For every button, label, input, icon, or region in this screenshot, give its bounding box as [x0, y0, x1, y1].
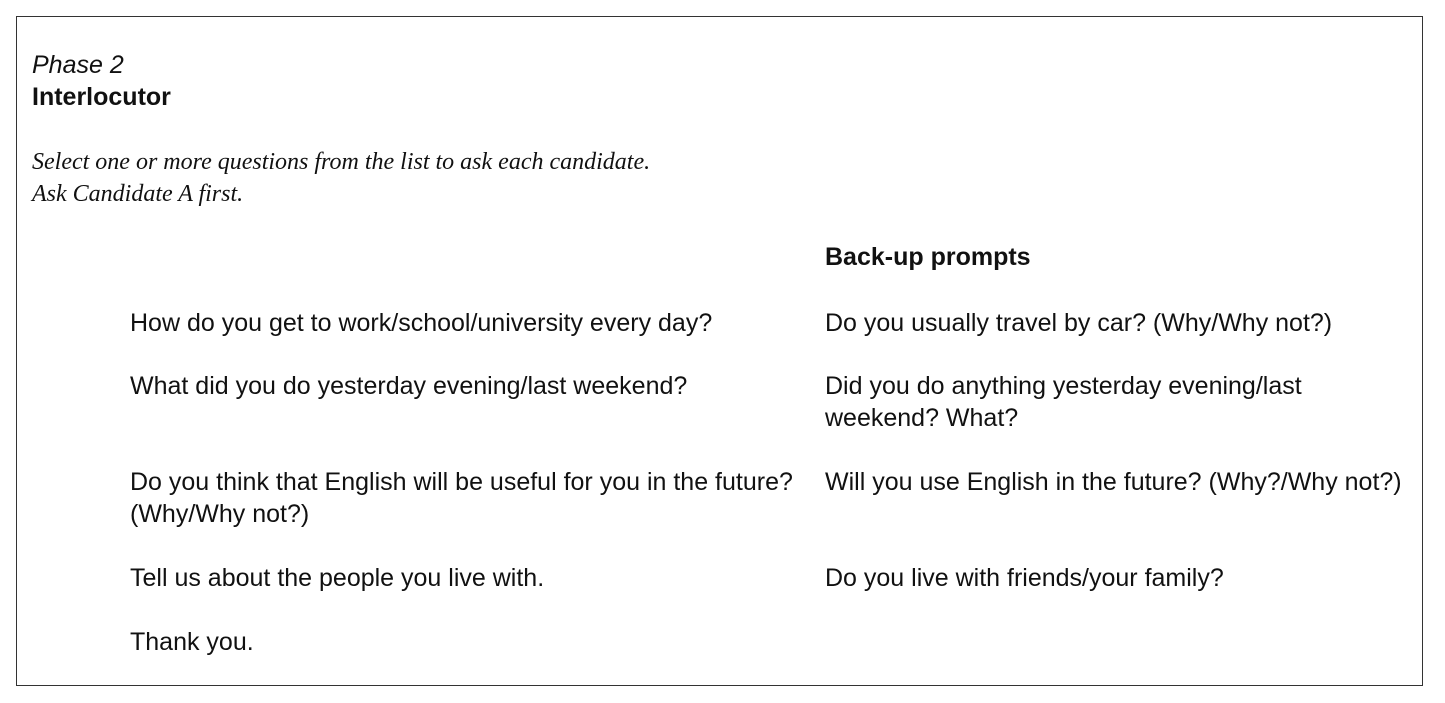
question-text: How do you get to work/school/university every day?: [130, 309, 713, 337]
backup-prompt-text: Do you usually travel by car? (Why/Why not?): [825, 309, 1333, 337]
closing-text: Thank you.: [130, 628, 254, 656]
instruction-line: Ask Candidate A first.: [32, 181, 244, 207]
backup-prompt-text: Do you live with friends/your family?: [825, 564, 1224, 592]
backup-prompts-heading: Back-up prompts: [825, 243, 1031, 271]
question-text: What did you do yesterday evening/last weekend?: [130, 372, 688, 400]
instructions: [32, 146, 650, 210]
question-text: Do you think that English will be useful for you in the future? (Why/Why not?): [130, 468, 793, 528]
question-text: Tell us about the people you live with.: [130, 564, 545, 592]
phase-label: Phase 2: [32, 51, 124, 79]
backup-prompt-text: Will you use English in the future? (Why?/Why not?): [825, 468, 1402, 496]
backup-prompt-text: Did you do anything yesterday evening/last weekend? What?: [825, 372, 1302, 432]
instruction-line: Select one or more questions from the list to ask each candidate.: [32, 149, 651, 175]
role-heading: Interlocutor: [32, 83, 171, 111]
